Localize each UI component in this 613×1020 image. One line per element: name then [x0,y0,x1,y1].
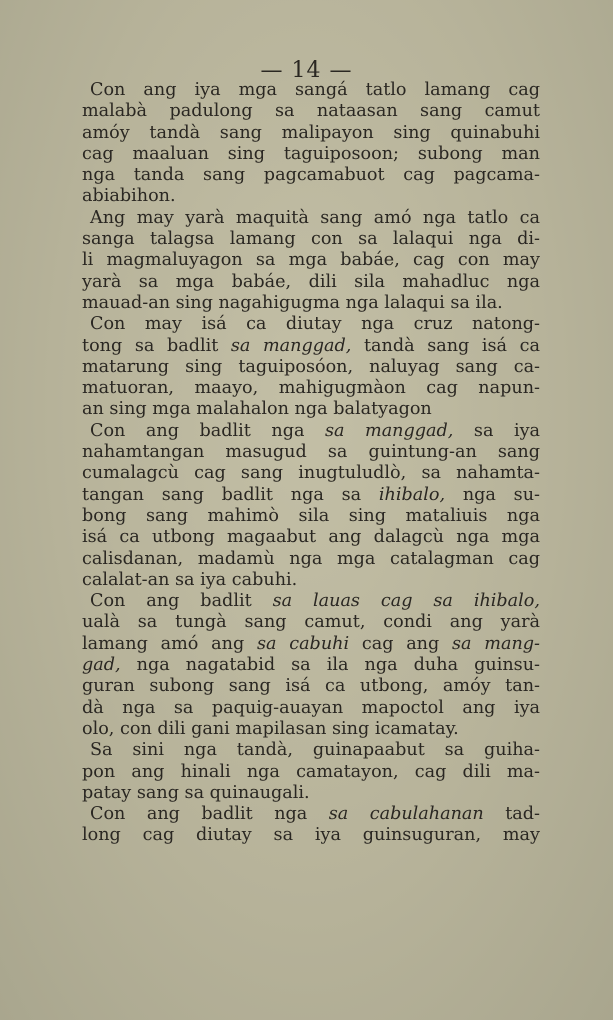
text-line: Con ang iya mga sangá tatlo lamang cag [90,80,540,100]
text-line: tangan sang badlit nga sa ihibalo, nga su- [82,484,540,505]
text-line: long cag diutay sa iya guinsuguran, may [82,825,540,846]
text-line: isá ca utbong magaabut ang dalagcù nga mga [82,527,540,548]
text-line: Ang may yarà maquità sang amó nga tatlo ca [90,207,540,228]
text-line: dà nga sa paquig-auayan mapoctol ang iya [82,697,540,718]
text-line: amóy tandà sang malipayon sing quinabuhi [82,122,540,143]
text-line: olo, con dili gani mapilasan sing icamatay. [82,718,459,739]
text-line: Con ang badlit nga sa cabulahanan tad- [90,804,540,825]
page-number: — 14 — [260,58,353,83]
text-line: ualà sa tungà sang camut, condi ang yarà [82,612,540,633]
text-line: calisdanan, madamù nga mga catalagman cag [82,548,540,569]
text-line: yarà sa mga babáe, dili sila mahadluc nga [82,271,540,292]
text-line: matarung sing taguiposóon, naluyag sang ca- [82,356,540,377]
text-line: an sing mga malahalon nga balatyagon [82,399,432,420]
text-line: pon ang hinali nga camatayon, cag dili ma- [82,761,540,782]
text-line: Con ang badlit sa lauas cag sa ihibalo, [90,591,540,612]
text-line: abiabihon. [82,186,176,207]
text-line: cumalagcù cag sang inugtuludlò, sa nahamta- [82,463,540,484]
text-line: tong sa badlit sa manggad, tandà sang isá ca [82,335,540,356]
text-line: lamang amó ang sa cabuhi cag ang sa mang- [82,633,540,654]
text-line: cag maaluan sing taguiposoon; subong man [82,143,540,164]
text-line: mauad-an sing nagahigugma nga lalaqui sa ila. [82,292,503,313]
text-line: Con may isá ca diutay nga cruz natong- [90,314,540,335]
text-line: bong sang mahimò sila sing mataliuis nga [82,505,540,526]
text-line: gad, nga nagatabid sa ila nga duha guinsu- [82,655,540,676]
text-line: matuoran, maayo, mahigugmàon cag napun- [82,378,540,399]
text-line: Sa sini nga tandà, guinapaabut sa guiha- [90,740,540,761]
text-line: calalat-an sa iya cabuhi. [82,569,298,590]
text-line: sanga talagsa lamang con sa lalaqui nga di- [82,229,540,250]
text-line: Con ang badlit nga sa manggad, sa iya [90,420,541,441]
text-line: patay sang sa quinaugali. [82,782,310,803]
text-line: nahamtangan masugud sa guintung-an sang [82,442,540,463]
text-line: li magmaluyagon sa mga babáe, cag con may [82,250,540,271]
text-line: nga tanda sang pagcamabuot cag pagcama- [82,165,540,186]
text-line: malabà padulong sa nataasan sang camut [82,101,540,122]
text-line: guran subong sang isá ca utbong, amóy tan- [82,676,540,697]
body-text [82,80,540,847]
